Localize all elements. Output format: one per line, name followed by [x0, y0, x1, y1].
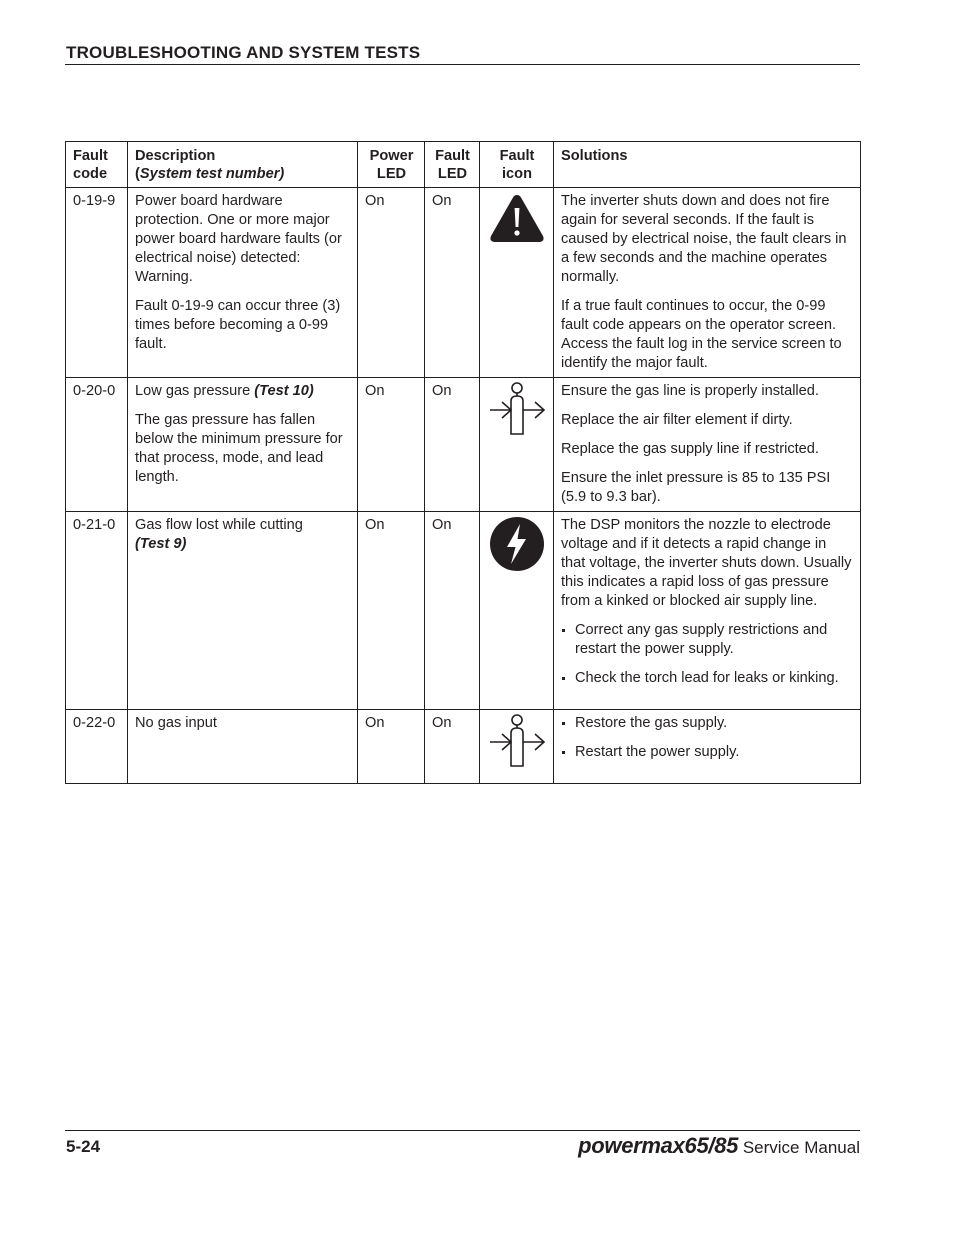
footer-divider — [65, 1130, 860, 1131]
table-row — [66, 378, 861, 512]
page-number: 5-24 — [66, 1137, 101, 1156]
fault-icon-cell — [480, 512, 554, 710]
description-cell: Low gas pressure (Test 10) The gas pressure has fallen below the minimum pressure for that process, mode, and lead length. — [128, 378, 358, 512]
fault-led-cell: On — [425, 378, 480, 512]
list-item: Correct any gas supply restrictions and restart the power supply. — [561, 621, 854, 659]
gas-cylinder-icon — [487, 382, 547, 438]
lightning-circle-icon — [489, 516, 545, 572]
list-item: Check the torch lead for leaks or kinking. — [561, 669, 854, 688]
column-header-description: Description (System test number) — [128, 142, 358, 188]
column-header-fault-led: Fault LED — [425, 142, 480, 188]
solutions-list — [561, 621, 854, 688]
fault-code-cell: 0-20-0 — [66, 378, 128, 512]
solutions-cell: Ensure the gas line is properly installed. Replace the air filter element if dirty. Replace the gas supply line if restricted. Ensure the inlet pressure is 85 to 135 PSI (5.9 to 9.3 bar). — [554, 378, 861, 512]
power-led-cell: On — [358, 378, 425, 512]
fault-led-cell: On — [425, 188, 480, 378]
fault-code-table — [65, 141, 861, 784]
fault-icon-cell — [480, 188, 554, 378]
table-row — [66, 512, 861, 710]
manual-title — [578, 1133, 860, 1159]
power-led-cell: On — [358, 512, 425, 710]
description-cell: No gas input — [128, 710, 358, 784]
column-header-fault-code: Fault code — [66, 142, 128, 188]
column-header-fault-icon: Fault icon — [480, 142, 554, 188]
solutions-cell — [554, 710, 861, 784]
manual-label: Service Manual — [742, 1138, 860, 1157]
fault-code-cell: 0-22-0 — [66, 710, 128, 784]
column-header-solutions: Solutions — [554, 142, 861, 188]
fault-icon-cell — [480, 710, 554, 784]
fault-led-cell: On — [425, 512, 480, 710]
gas-cylinder-icon — [487, 714, 547, 770]
power-led-cell: On — [358, 710, 425, 784]
solutions-cell: The inverter shuts down and does not fire again for several seconds. If the fault is caused by electrical noise, the fault clears in a few seconds and the machine operates normally. If a true fault continues to occur, the 0-99 fault code appears on the operator screen. Access the fault log in the service screen to identify the major fault. — [554, 188, 861, 378]
solutions-cell: The DSP monitors the nozzle to electrode voltage and if it detects a rapid change in that voltage, the inverter shuts down. Usually this indicates a rapid loss of gas pressure from a kinked or blocked air supply line. Correct any gas supply restrictions and restart the power supply. Check the torch lead for leaks or kinking. — [554, 512, 861, 710]
solutions-list — [561, 714, 854, 762]
list-item: Restart the power supply. — [561, 743, 854, 762]
fault-code-cell: 0-21-0 — [66, 512, 128, 710]
warning-triangle-icon — [488, 192, 546, 244]
list-item: Restore the gas supply. — [561, 714, 854, 733]
section-title: TROUBLESHOOTING AND SYSTEM TESTS — [66, 43, 421, 62]
description-cell: Power board hardware protection. One or more major power board hardware faults (or electrical noise) detected: Warning. Fault 0-19-9 can occur three (3) times before becoming a 0-99 fault. — [128, 188, 358, 378]
column-header-power-led: Power LED — [358, 142, 425, 188]
description-cell: Gas flow lost while cutting (Test 9) — [128, 512, 358, 710]
fault-icon-cell — [480, 378, 554, 512]
power-led-cell: On — [358, 188, 425, 378]
fault-led-cell: On — [425, 710, 480, 784]
fault-code-cell: 0-19-9 — [66, 188, 128, 378]
table-row — [66, 188, 861, 378]
header-divider — [65, 64, 860, 65]
table-header-row — [66, 142, 861, 188]
table-row — [66, 710, 861, 784]
product-brand: powermax65/85 — [578, 1133, 739, 1158]
